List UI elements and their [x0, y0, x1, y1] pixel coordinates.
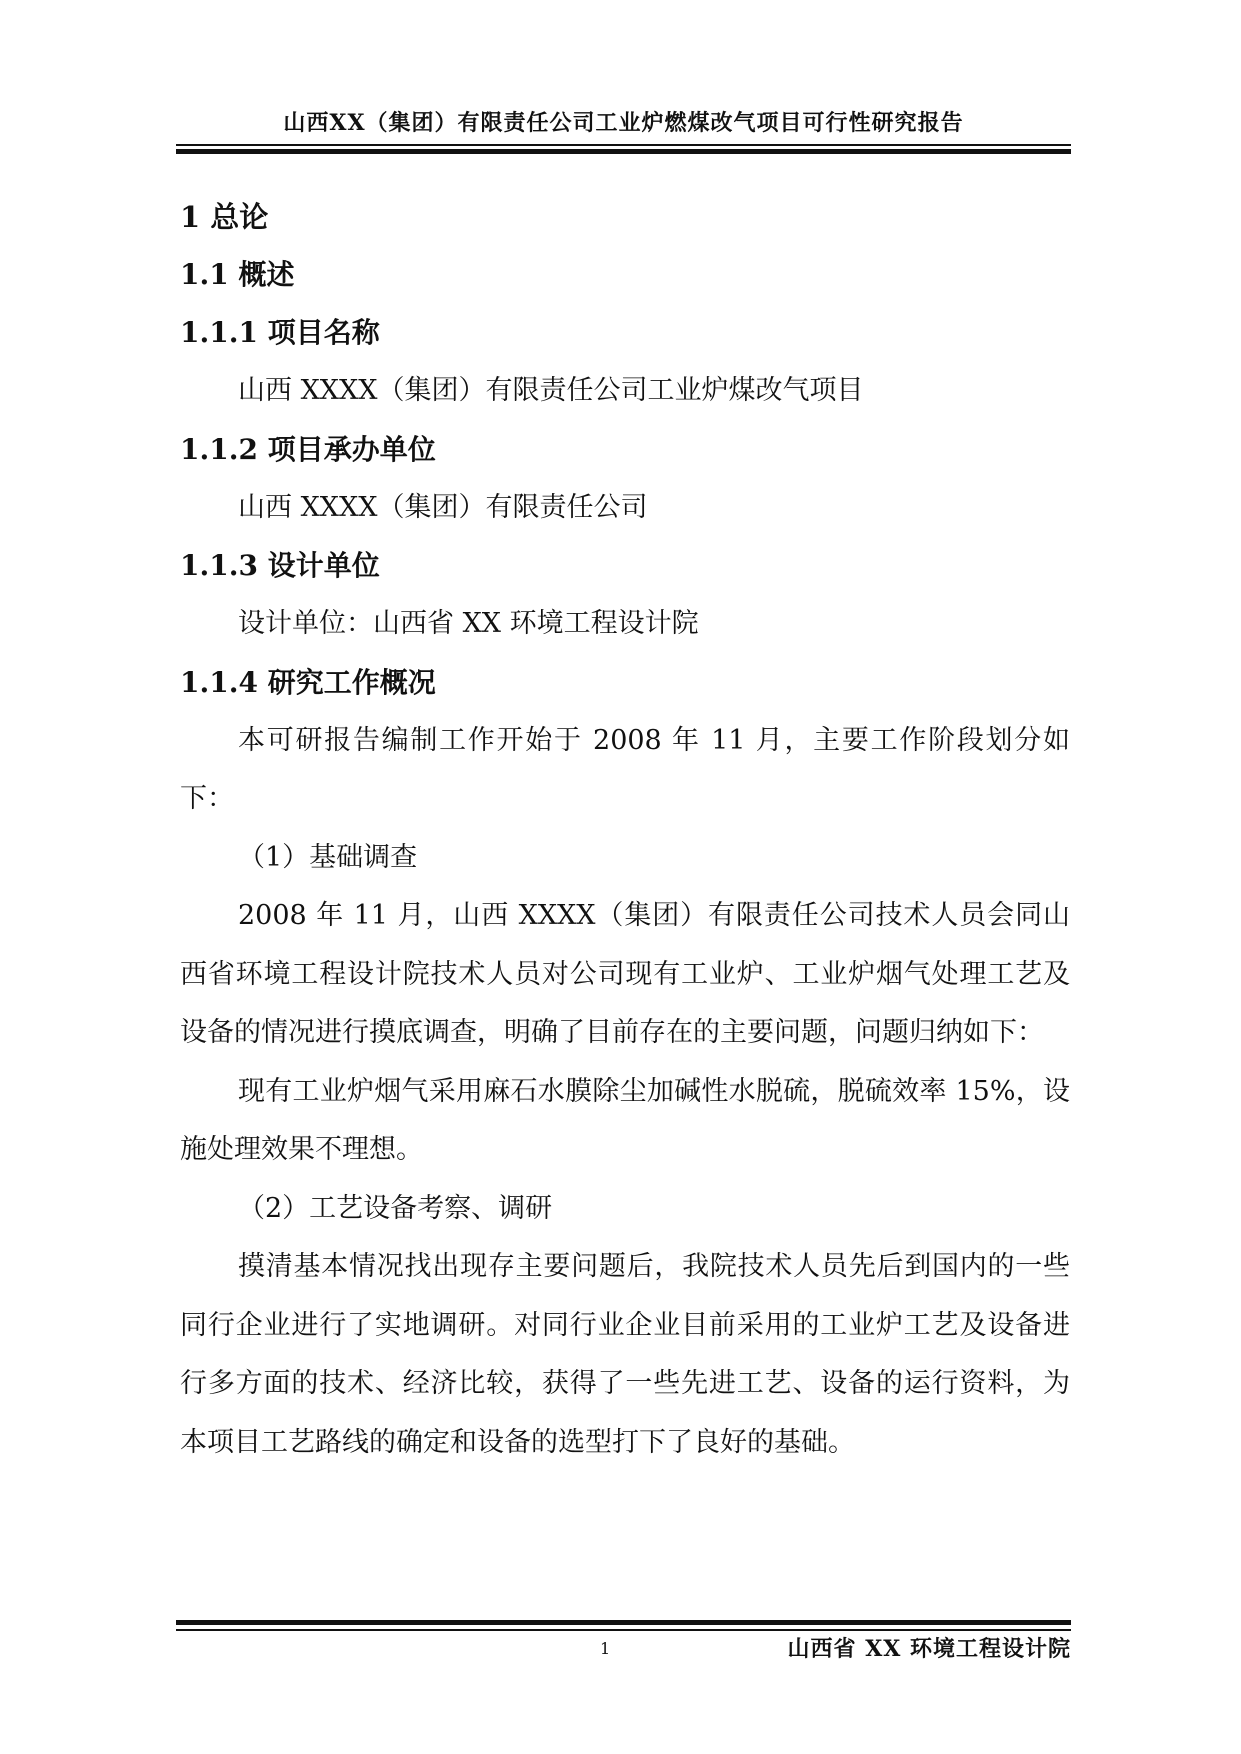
header-rule-thin	[176, 144, 1071, 146]
heading-research-overview: 1.1.4 研究工作概况	[180, 665, 436, 699]
paragraph-stage-1: 2008 年 11 月，山西 XXXX（集团）有限责任公司技术人员会同山西省环境工程设计院技术人员对公司现有工业炉、工业炉烟气处理工艺及设备的情况进行摸底调查，明确了目前存在的主要问题，问题归纳如下：	[180, 900, 1070, 1048]
stage-1-title: （1）基础调查	[238, 841, 418, 873]
heading-chapter-1: 1 总论	[180, 200, 269, 234]
document-body	[180, 188, 1070, 1472]
paragraph-existing-situation: 现有工业炉烟气采用麻石水膜除尘加碱性水脱硫，脱硫效率 15%，设施处理效果不理想。	[180, 1075, 1070, 1165]
paragraph-stage-2: 摸清基本情况找出现存主要问题后，我院技术人员先后到国内的一些同行企业进行了实地调研。对同行业企业目前采用的工业炉工艺及设备进行多方面的技术、经济比较，获得了一些先进工艺、设备的运行资料，为本项目工艺路线的确定和设备的选型打下了良好的基础。	[180, 1251, 1070, 1458]
page-header-title: 山西XX（集团）有限责任公司工业炉燃煤改气项目可行性研究报告	[283, 110, 964, 136]
header-rule-thick	[176, 149, 1071, 154]
page-number: 1	[600, 1639, 611, 1658]
project-name-text: 山西 XXXX（集团）有限责任公司工业炉煤改气项目	[238, 375, 864, 406]
paragraph-intro: 本可研报告编制工作开始于 2008 年 11 月，主要工作阶段划分如下：	[180, 724, 1070, 814]
stage-2-title: （2）工艺设备考察、调研	[238, 1192, 553, 1224]
undertaking-unit-text: 山西 XXXX（集团）有限责任公司	[238, 491, 648, 523]
heading-section-1-1: 1.1 概述	[180, 258, 295, 291]
footer-organization: 山西省 XX 环境工程设计院	[787, 1636, 1071, 1662]
heading-undertaking-unit: 1.1.2 项目承办单位	[180, 432, 436, 466]
heading-project-name: 1.1.1 项目名称	[180, 316, 380, 349]
heading-design-unit: 1.1.3 设计单位	[180, 549, 380, 582]
design-unit-text: 设计单位：山西省 XX 环境工程设计院	[238, 608, 699, 639]
footer-rule-thin	[176, 1629, 1071, 1631]
footer-rule-thick	[176, 1620, 1071, 1625]
